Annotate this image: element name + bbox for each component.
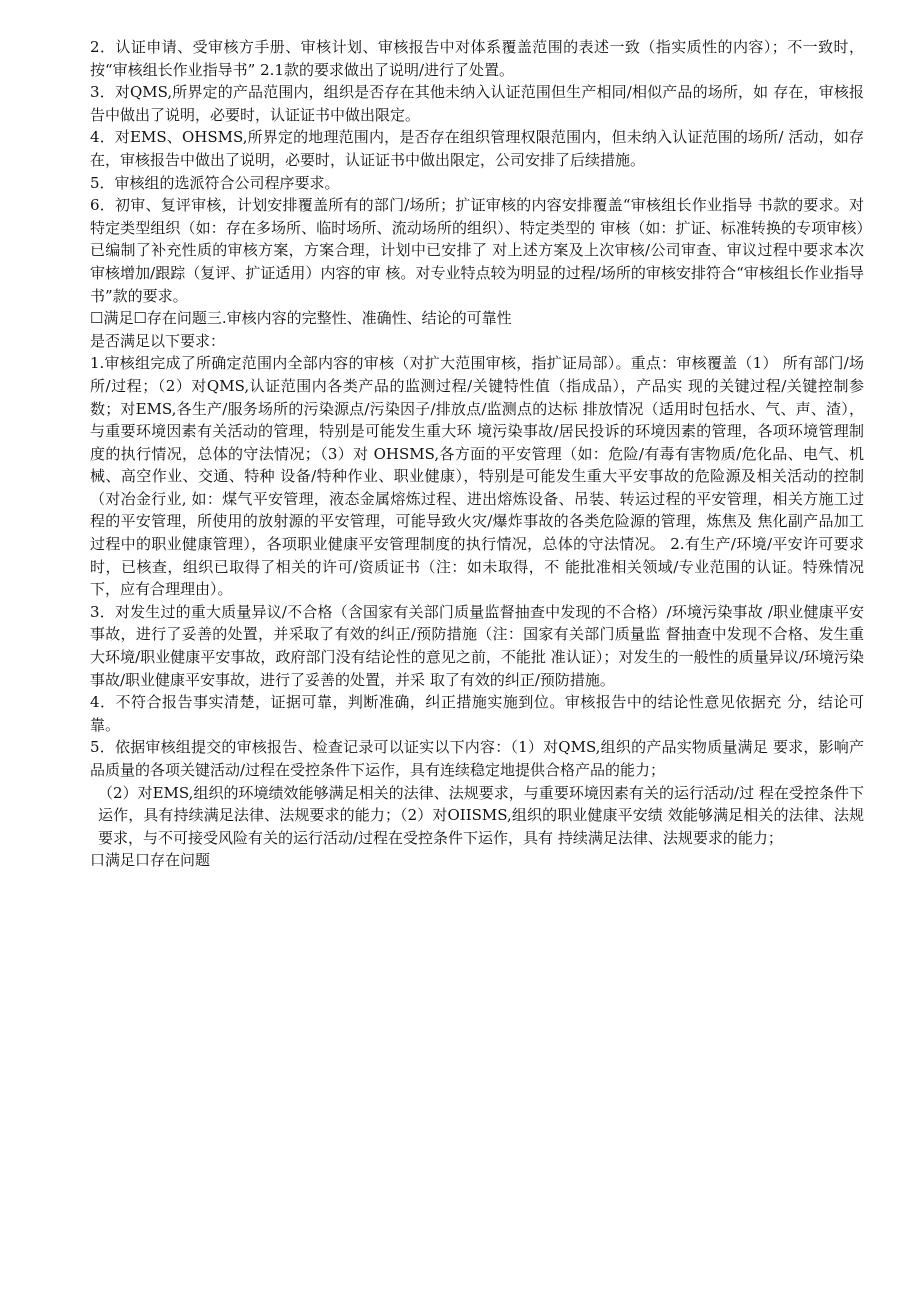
- paragraph-item-6: 6．初审、复评审核，计划安排覆盖所有的部门/场所；扩证审核的内容安排覆盖“审核组长作业指导 书款的要求。对特定类型组织（如：存在多场所、临时场所、流动场所的组织）、特定类型的 审核（如：扩证、标准转换的专项审核）已编制了补充性质的审核方案，方案合理，计划中已安排了 对上述方案及上次审核/公司审查、审议过程中要求本次审核增加/跟踪（复评、扩证适用）内容的审 核。对专业特点较为明显的过程/场所的审核安排符合“审核组长作业指导书”款的要求。: [90, 196, 864, 305]
- requirements-intro: 是否满足以下要求：: [90, 331, 226, 350]
- requirement-item-5: 5．依据审核组提交的审核报告、检查记录可以证实以下内容：（1）对QMS,组织的产品实物质量满足 要求，影响产品质量的各项关键活动/过程在受控条件下运作，具有连续稳定地提供合格产品的能力；: [90, 738, 864, 779]
- requirement-item-5-cont: （2）对EMS,组织的环境绩效能够满足相关的法律、法规要求，与重要环境因素有关的运行活动/过 程在受控条件下运作，具有持续满足法律、法规要求的能力；（2）对OIISMS,组织的职业健康平安绩 效能够满足相关的法律、法规要求，与不可接受风险有关的运行活动/过程在受控条件下运作，具有 持续满足法律、法规要求的能力；: [98, 783, 864, 847]
- paragraph-item-3: 3．对QMS,所界定的产品范围内，组织是否存在其他未纳入认证范围但生产相同/相似产品的场所，如 存在，审核报告中做出了说明，必要时，认证证书中做出限定。: [90, 83, 864, 124]
- paragraph-item-4: 4．对EMS、OHSMS,所界定的地理范围内，是否存在组织管理权限范围内，但未纳入认证范围的场所/ 活动，如存在，审核报告中做出了说明，必要时，认证证书中做出限定，公司安排了后续措施。: [90, 128, 864, 169]
- paragraph-item-2: 2．认证申请、受审核方手册、审核计划、审核报告中对体系覆盖范围的表述一致（指实质性的内容）；不一致时，按“审核组长作业指导书” 2.1款的要求做出了说明/进行了处置。: [90, 38, 864, 79]
- requirement-item-3: 3．对发生过的重大质量异议/不合格（含国家有关部门质量监督抽查中发现的不合格）/环境污染事故 /职业健康平安事故，进行了妥善的处置，并采取了有效的纠正/预防措施（注：国家有关部门质量监 督抽查中发现不合格、发生重大环境/职业健康平安事故，政府部门没有结论性的意见之前，不能批 准认证）；对发生的一般性的质量异议/环境污染事故/职业健康平安事故，进行了妥善的处置，并采 取了有效的纠正/预防措施。: [90, 602, 864, 689]
- requirement-item-4: 4．不符合报告事实清楚，证据可靠，判断准确，纠正措施实施到位。审核报告中的结论性意见依据充 分，结论可靠。: [90, 693, 864, 734]
- checkbox-status-line: 口满足口存在问题: [90, 851, 211, 870]
- requirement-item-1: 1.审核组完成了所确定范围内全部内容的审核（对扩大范围审核，指扩证局部）。重点：审核覆盖（1） 所有部门/场所/过程；（2）对QMS,认证范围内各类产品的监测过程/关键特性值（指成品），产品实 现的关键过程/关键控制参数；对EMS,各生产/服务场所的污染源点/污染因子/排放点/监测点的达标 排放情况（适用时包括水、气、声、渣），与重要环境因素有关活动的管理，特别是可能发生重大环 境污染事故/居民投诉的环境因素的管理，各项环境管理制度的执行情况，总体的守法情况；（3）对 OHSMS,各方面的平安管理（如：危险/有毒有害物质/危化品、电气、机械、高空作业、交通、特种 设备/特种作业、职业健康），特别是可能发生重大平安事故的危险源及相关活动的控制（对冶金行业, 如：煤气平安管理，液态金属熔炼过程、进出熔炼设备、吊装、转运过程的平安管理，相关方施工过 程的平安管理，所使用的放射源的平安管理，可能导致火灾/爆炸事故的各类危险源的管理，炼焦及 焦化副产品加工过程中的职业健康管理），各项职业健康平安管理制度的执行情况，总体的守法情况。 2.有生产/环境/平安许可要求时，已核查，组织已取得了相关的许可/资质证书（注：如未取得，不 能批准相关领域/专业范围的认证。特殊情况下，应有合理理由）。: [90, 354, 864, 599]
- paragraph-item-5: 5．审核组的选派符合公司程序要求。: [90, 173, 340, 192]
- section-heading-3: ☐满足☐存在问题三.审核内容的完整性、准确性、结论的可靠性: [90, 309, 512, 328]
